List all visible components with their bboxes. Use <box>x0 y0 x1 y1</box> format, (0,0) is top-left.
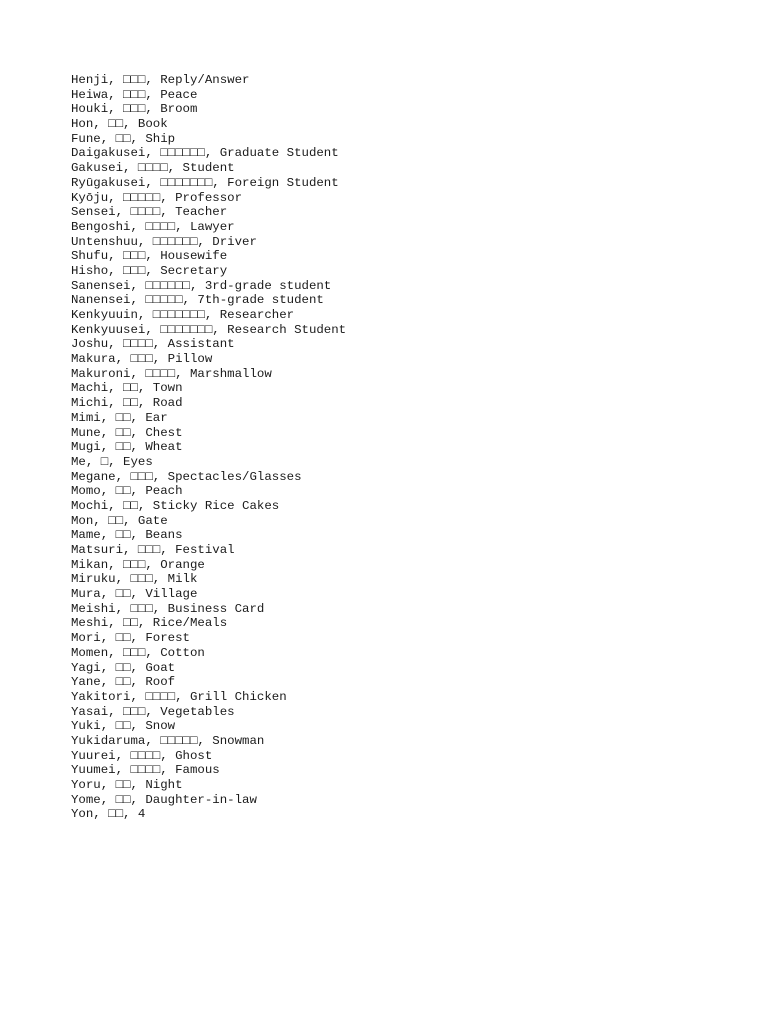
vocabulary-line: Shufu, □□□, Housewife <box>71 249 228 264</box>
vocabulary-line: Untenshuu, □□□□□□, Driver <box>71 234 257 249</box>
vocabulary-line: Miruku, □□□, Milk <box>71 572 198 587</box>
vocabulary-line: Fune, □□, Ship <box>71 131 176 146</box>
vocabulary-line: Gakusei, □□□□, Student <box>71 161 235 176</box>
vocabulary-line: Kenkyuuin, □□□□□□□, Researcher <box>71 308 295 322</box>
vocabulary-line: Nanensei, □□□□□, 7th-grade student <box>71 293 324 308</box>
vocabulary-line: Sanensei, □□□□□□, 3rd-grade student <box>71 278 332 293</box>
vocabulary-line: Mune, □□, Chest <box>71 425 183 440</box>
vocabulary-line: Yasai, □□□, Vegetables <box>71 704 235 719</box>
vocabulary-line: Daigakusei, □□□□□□, Graduate Student <box>71 146 339 161</box>
vocabulary-line: Sensei, □□□□, Teacher <box>71 205 228 220</box>
vocabulary-line: Yagi, □□, Goat <box>71 660 176 675</box>
vocabulary-line: Mikan, □□□, Orange <box>71 557 205 572</box>
vocabulary-line: Michi, □□, Road <box>71 396 183 411</box>
vocabulary-line: Mon, □□, Gate <box>71 513 168 528</box>
vocabulary-line: Makura, □□□, Pillow <box>71 352 213 367</box>
vocabulary-line: Mori, □□, Forest <box>71 631 190 646</box>
vocabulary-line: Ryūgakusei, □□□□□□□, Foreign Student <box>71 175 339 190</box>
vocabulary-line: Joshu, □□□□, Assistant <box>71 337 235 352</box>
vocabulary-line: Yon, □□, 4 <box>71 807 146 822</box>
vocabulary-line: Yuurei, □□□□, Ghost <box>71 748 213 763</box>
vocabulary-line: Yuki, □□, Snow <box>71 719 176 734</box>
vocabulary-line: Megane, □□□, Spectacles/Glasses <box>71 469 302 484</box>
vocabulary-line: Yoru, □□, Night <box>71 778 183 792</box>
vocabulary-line: Meshi, □□, Rice/Meals <box>71 616 228 631</box>
vocabulary-line: Kenkyuusei, □□□□□□□, Research Student <box>71 322 347 337</box>
vocabulary-line: Heiwa, □□□, Peace <box>71 87 198 102</box>
vocabulary-line: Mugi, □□, Wheat <box>71 440 183 455</box>
vocabulary-line: Yane, □□, Roof <box>71 675 176 690</box>
vocabulary-line: Henji, □□□, Reply/Answer <box>71 73 250 87</box>
vocabulary-line: Yuumei, □□□□, Famous <box>71 763 220 778</box>
vocabulary-line: Momen, □□□, Cotton <box>71 645 205 660</box>
vocabulary-line: Hisho, □□□, Secretary <box>71 263 228 278</box>
vocabulary-line: Momo, □□, Peach <box>71 484 183 499</box>
vocabulary-line: Makuroni, □□□□, Marshmallow <box>71 366 272 381</box>
vocabulary-line: Matsuri, □□□, Festival <box>71 543 235 557</box>
vocabulary-line: Mame, □□, Beans <box>71 528 183 543</box>
vocabulary-line: Mochi, □□, Sticky Rice Cakes <box>71 498 280 513</box>
vocabulary-line: Bengoshi, □□□□, Lawyer <box>71 219 235 234</box>
vocabulary-line: Houki, □□□, Broom <box>71 102 198 117</box>
vocabulary-line: Yukidaruma, □□□□□, Snowman <box>71 733 265 748</box>
vocabulary-list <box>71 73 346 822</box>
vocabulary-line: Yakitori, □□□□, Grill Chicken <box>71 689 287 704</box>
vocabulary-line: Meishi, □□□, Business Card <box>71 601 265 616</box>
vocabulary-line: Yome, □□, Daughter-in-law <box>71 792 257 807</box>
vocabulary-line: Machi, □□, Town <box>71 381 183 396</box>
vocabulary-line: Me, □, Eyes <box>71 454 153 469</box>
vocabulary-line: Hon, □□, Book <box>71 117 168 132</box>
vocabulary-line: Mimi, □□, Ear <box>71 410 168 425</box>
vocabulary-line: Mura, □□, Village <box>71 587 198 602</box>
vocabulary-line: Kyōju, □□□□□, Professor <box>71 190 243 205</box>
